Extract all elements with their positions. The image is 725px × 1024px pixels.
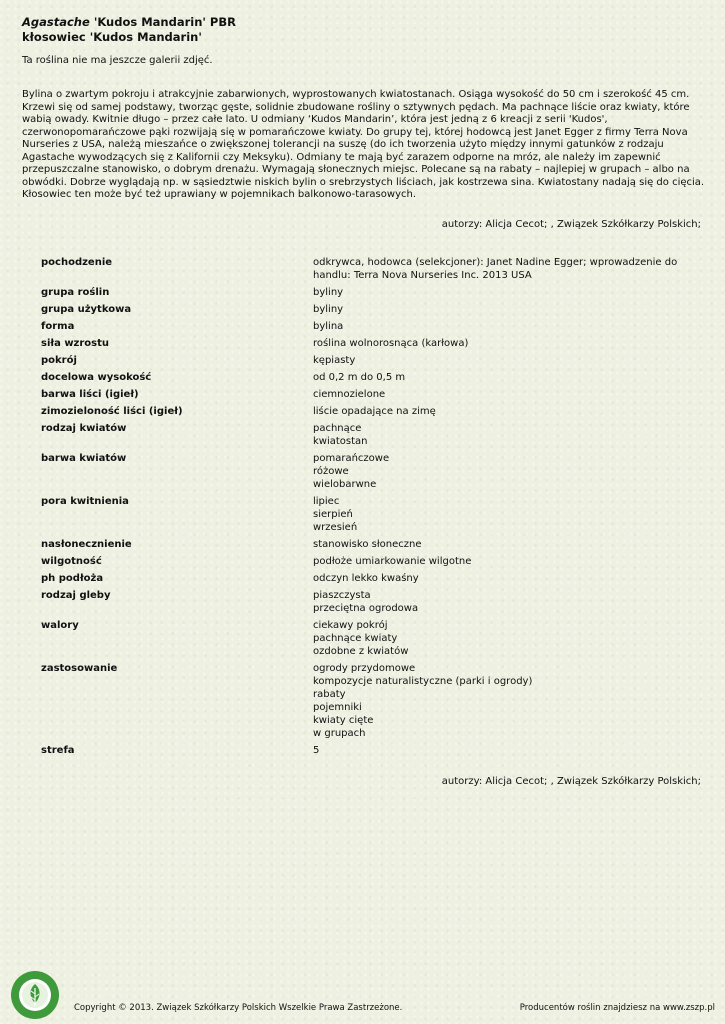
property-key: rodzaj kwiatów [41,423,127,434]
property-value [313,538,703,551]
authors-bottom: autorzy: Alicja Cecot; , Związek Szkółkarzy Polskich; [441,776,701,787]
property-key: strefa [41,745,75,756]
property-key: docelowa wysokość [41,372,152,383]
property-value-line: pachnące kwiaty [313,633,398,644]
property-value-line: odczyn lekko kwaśny [313,573,419,584]
property-value-line: ciemnozielone [313,389,386,400]
description-line: wabią owady. Kwitnie długo – przez całe lato. U odmiany ‘Kudos Mandarin’, która jest jedną z 6 kreacji z serii 'Kudos', [22,114,608,125]
property-value-line: rabaty [313,689,346,700]
property-key: ph podłoża [41,573,104,584]
producers-link[interactable]: Producentów roślin znajdziesz na www.zszp.pl [519,1003,715,1013]
description-line: Bylina o zwartym pokroju i atrakcyjnie zabarwionych, wyprostowanych kwiatostanach. Osiąga wysokość do 50 cm i szerokość 45 cm. [22,89,690,100]
plant-title [22,15,236,45]
property-value-line: lipiec [313,496,340,507]
property-value [313,388,703,401]
property-value [313,662,703,740]
authors-top: autorzy: Alicja Cecot; , Związek Szkółkarzy Polskich; [441,219,701,230]
property-value [313,354,703,367]
property-value [313,589,703,615]
description [22,89,712,202]
property-value [313,572,703,585]
property-value-line: stanowisko słoneczne [313,539,422,550]
description-line: Krzewi się od samej podstawy, tworząc gęste, solidnie zbudowane rośliny o sztywnych pędach. Ma pachnące liście oraz kwiaty, które [22,101,690,113]
property-key: pora kwitnienia [41,496,129,507]
property-key: grupa użytkowa [41,304,132,315]
property-key: siła wzrostu [41,338,110,349]
property-value-line: przeciętna ogrodowa [313,603,419,614]
property-value-line: wrzesień [313,522,358,533]
description-line: Kłosowiec ten może być też uprawiany w pojemnikach balkonowo-tarasowych. [22,189,416,200]
property-key: zimozieloność liści (igieł) [41,406,183,417]
property-value [313,337,703,350]
property-value-line: pachnące [313,423,362,434]
description-line: obwódki. Dobrze wyglądają np. w sąsiedztwie niskich bylin o srebrzystych liściach, jak kostrzewa sina. Kwiatostany nadają się do cięcia. [22,176,705,188]
description-line: czerwonopomarańczowe pąki rozwijają się w pomarańczowe kwiaty. Do grupy tej, której hodowcą jest Janet Egger z firmy Terra Nova [22,126,688,138]
property-value-line: od 0,2 m do 0,5 m [313,372,406,383]
property-value-line: odkrywca, hodowca (selekcjoner): Janet Nadine Egger; wprowadzenie do [313,257,678,268]
property-value [313,320,703,333]
property-value [313,555,703,568]
property-value-line: wielobarwne [313,479,377,490]
property-key: walory [41,620,79,631]
copyright: Copyright © 2013. Związek Szkółkarzy Polskich Wszelkie Prawa Zastrzeżone. [74,1003,403,1013]
property-value [313,452,703,491]
property-value-line: kompozycje naturalistyczne (parki i ogrody) [313,676,533,687]
property-value-line: roślina wolnorosnąca (karłowa) [313,338,469,349]
property-value-line: ogrody przydomowe [313,663,416,674]
property-value-line: handlu: Terra Nova Nurseries Inc. 2013 USA [313,270,532,281]
property-value-line: pomarańczowe [313,453,390,464]
property-value [313,422,703,448]
latin-cultivar: 'Kudos Mandarin' PBR [89,15,236,29]
property-key: pochodzenie [41,257,113,268]
property-value-line: bylina [313,321,344,332]
footer [0,1000,725,1024]
property-value-line: piaszczysta [313,590,371,601]
description-line: przepuszczalne stanowisko, o dobrym drenażu. Wymagają słonecznych miejsc. Polecane są na rabaty – najlepiej w grupach – albo na [22,164,690,175]
property-value-line: różowe [313,466,349,477]
property-value-line: ozdobne z kwiatów [313,646,409,657]
property-value [313,744,703,757]
property-value-line: sierpień [313,509,353,520]
property-value-line: kępiasty [313,355,356,366]
property-value-line: liście opadające na zimę [313,406,436,417]
property-value [313,303,703,316]
property-key: zastosowanie [41,663,118,674]
description-line: Nurseries z USA, należą mieszańce o zwiększonej tolerancji na suszę (do ich tworzenia użyto między innymi gatunków z rodzaju [22,139,664,150]
property-value [313,371,703,384]
property-key: rodzaj gleby [41,590,111,601]
latin-genus: Agastache [22,15,90,29]
property-key: pokrój [41,355,77,366]
property-key: wilgotność [41,556,102,567]
property-value [313,495,703,534]
property-value-line: byliny [313,287,344,298]
no-gallery-note: Ta roślina nie ma jeszcze galerii zdjęć. [22,55,213,66]
property-key: forma [41,321,75,332]
property-value [313,256,703,282]
property-value [313,619,703,658]
property-value [313,405,703,418]
property-key: barwa liści (igieł) [41,389,139,400]
property-key: barwa kwiatów [41,453,127,464]
property-value-line: podłoże umiarkowanie wilgotne [313,556,472,567]
property-value-line: ciekawy pokrój [313,620,388,631]
description-line: Agastache wywodzących się z Kalifornii czy Meksyku). Odmiany te mają być zarazem odporne na mróz, ale należy im zapewnić [22,151,661,163]
property-value-line: kwiaty cięte [313,715,374,726]
property-value-line: kwiatostan [313,436,368,447]
property-value-line: 5 [313,745,320,756]
property-value-line: pojemniki [313,702,362,713]
property-key: nasłonecznienie [41,539,132,550]
property-value-line: w grupach [313,728,366,739]
property-value-line: byliny [313,304,344,315]
property-key: grupa roślin [41,287,110,298]
polish-name: kłosowiec 'Kudos Mandarin' [22,30,202,44]
property-value [313,286,703,299]
